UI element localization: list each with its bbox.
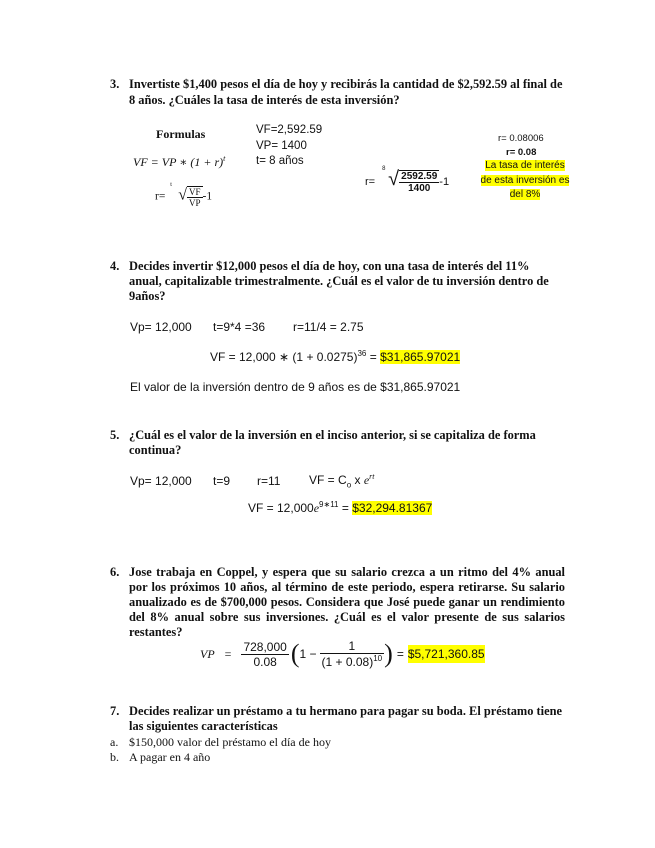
q7-item-a: $150,000 valor del préstamo el día de hoy	[129, 735, 331, 749]
q6-number: 6.	[110, 565, 120, 579]
q5-var-t: t=9	[213, 474, 231, 488]
q5-continuous-formula: VF = $C_o$ x $e^{rt}$	[309, 472, 375, 490]
q6-equation: VP = $\frac{728,000}{0.08}$ ( 1 − $\frac{1}{(1 + 0.08)^{10}}$ ) = $5,721,360.85	[200, 639, 485, 669]
q5-var-r: r=11	[257, 474, 281, 488]
q3-number: 3.	[110, 77, 120, 91]
q3-formulas-label: Formulas	[156, 127, 206, 141]
q7-item-a-marker: a.	[110, 735, 119, 749]
q3-result-note: La tasa de interés de esta inversión es del 8%	[480, 160, 570, 200]
q4-equation: VF = 12,000 ∗ $(1 + 0.0275)^{36}$ = $31,865.97021	[210, 349, 461, 364]
q7-item-b: A pagar en 4 año	[129, 750, 211, 764]
q4-text: Decides invertir $12,000 pesos el día de hoy, con una tasa de interés del 11% anual, capitalizable trimestralmente. ¿Cuál es el valor de tu inversión dentro de 9años?	[129, 259, 549, 303]
q3-result-rounded: r= 0.08	[506, 147, 537, 158]
q4-number: 4.	[110, 259, 120, 273]
q3-given-values: VF=2,592.59 VP= 1400 t= 8 años	[256, 124, 323, 167]
q5-text-line1: ¿Cuál es el valor de la inversión en el inciso anterior, si se capitaliza de forma	[129, 428, 536, 442]
q6-text: Jose trabaja en Coppel, y espera que su salario crezca a un ritmo del 4% anual por los próximos 10 años, al término de este periodo, espera retirarse. Su salario anualizado es de $700,000 pesos. Considera que José puede ganar un rendimiento del 8% anual sobre sus inversiones. ¿Cuál es el valor presente de sus salarios restantes?	[129, 565, 565, 639]
q7-number: 7.	[110, 704, 120, 718]
q5-text-line2: continua?	[129, 443, 182, 457]
q4-var-r: r=11/4 = 2.75	[293, 320, 364, 334]
q5-equation: VF = $12,000e^{9∗11}$ = $32,294.81367	[248, 500, 433, 515]
q3-text-line2: 8 años. ¿Cuáles la tasa de interés de esta inversión?	[129, 93, 400, 107]
q3-calculation: r= 8 √ $\frac{2592.59}{1400}$ -1	[365, 166, 450, 195]
q3-vf-formula: VF = VP ∗ $(1 + r)^t$	[133, 154, 226, 169]
q4-result: $31,865.97021	[380, 350, 461, 364]
q3-result-raw: r= 0.08006	[498, 133, 544, 144]
q4-var-vp: Vp= 12,000	[130, 320, 192, 334]
q4-conclusion: El valor de la inversión dentro de 9 años es de $31,865.97021	[130, 380, 461, 394]
q3-text-line1: Invertiste $1,400 pesos el día de hoy y recibirás la cantidad de $2,592.59 al final de	[129, 77, 563, 91]
q5-number: 5.	[110, 428, 120, 442]
q3-r-formula: r= t √ $\frac{VF}{VP}$ -1	[155, 182, 213, 208]
q7-text-line2: las siguientes características	[129, 719, 278, 733]
q7-item-b-marker: b.	[110, 750, 119, 764]
q7-text-line1: Decides realizar un préstamo a tu hermano para pagar su boda. El préstamo tiene	[129, 704, 562, 718]
q5-result: $32,294.81367	[352, 501, 433, 515]
q4-var-t: t=9*4 =36	[213, 320, 266, 334]
q6-result: $5,721,360.85	[407, 647, 485, 661]
q5-var-vp: Vp= 12,000	[130, 474, 192, 488]
